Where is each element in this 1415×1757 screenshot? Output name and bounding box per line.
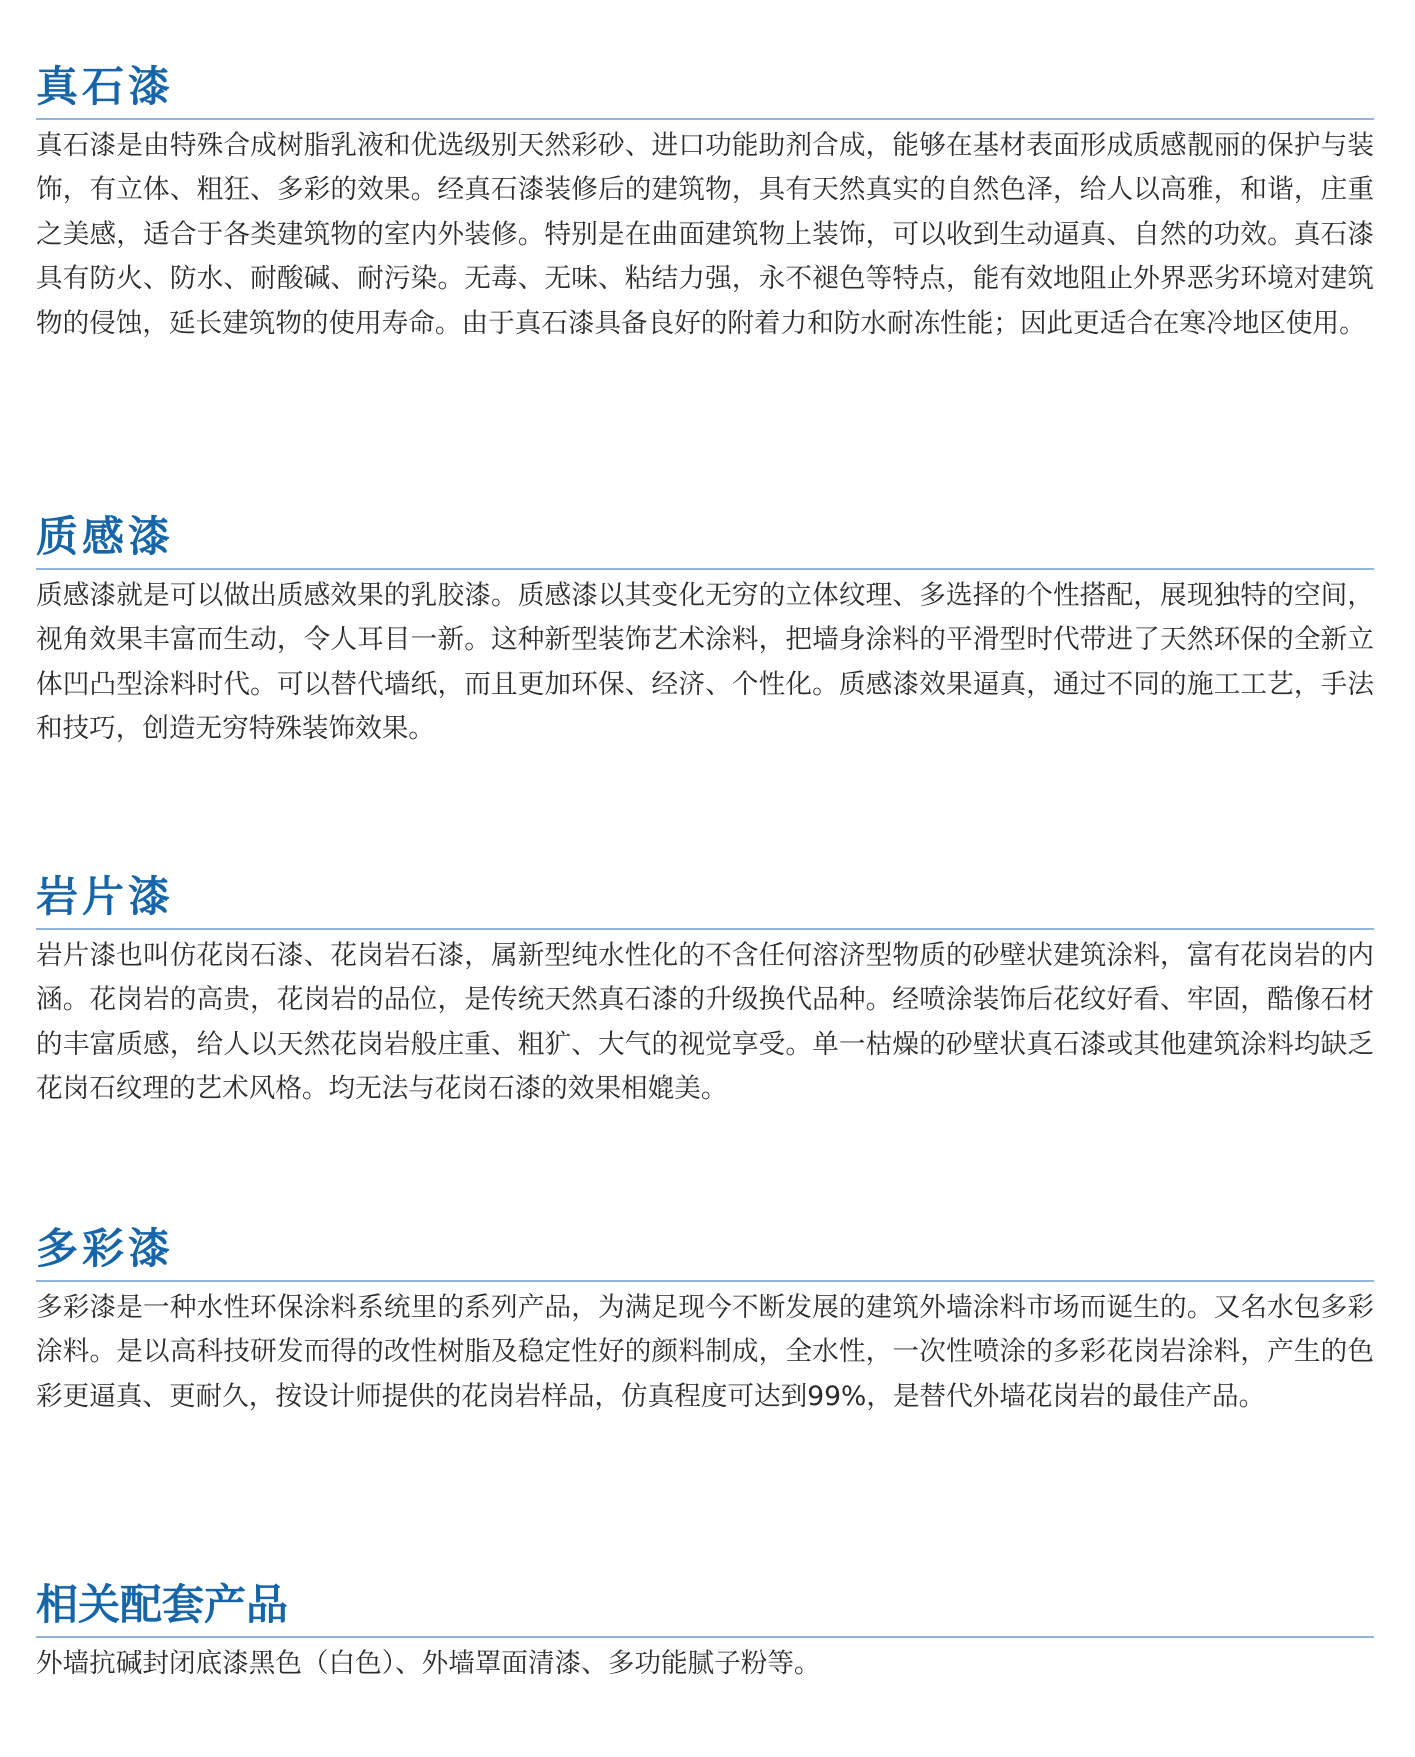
section-heading: 质感漆 [36,512,175,561]
section-heading: 真石漆 [36,62,175,111]
section-body: 质感漆就是可以做出质感效果的乳胶漆。质感漆以其变化无穷的立体纹理、多选择的个性搭配，展现独特的空间，视角效果丰富而生动，令人耳目一新。这种新型装饰艺术涂料，把墙身涂料的平滑型时代带进了天然环保的全新立体凹凸型涂料时代。可以替代墙纸，而且更加环保、经济、个性化。质感漆效果逼真，通过不同的施工工艺，手法和技巧，创造无穷特殊装饰效果。 [36,580,1374,745]
section-divider [36,568,1374,570]
section-related-products [36,1578,1374,1686]
section-real-stone-paint [36,60,1374,346]
section-divider [36,928,1374,930]
section-body: 岩片漆也叫仿花岗石漆、花岗岩石漆，属新型纯水性化的不含任何溶济型物质的砂壁状建筑涂料，富有花岗岩的内涵。花岗岩的高贵，花岗岩的品位，是传统天然真石漆的升级换代品种。经喷涂装饰后花纹好看、牢固，酷像石材的丰富质感，给人以天然花岗岩般庄重、粗犷、大气的视觉享受。单一枯燥的砂壁状真石漆或其他建筑涂料均缺乏花岗石纹理的艺术风格。均无法与花岗石漆的效果相媲美。 [36,940,1374,1105]
section-divider [36,118,1374,120]
section-heading: 岩片漆 [36,872,175,921]
section-body: 真石漆是由特殊合成树脂乳液和优选级别天然彩砂、进口功能助剂合成，能够在基材表面形成质感靓丽的保护与装饰，有立体、粗狂、多彩的效果。经真石漆装修后的建筑物，具有天然真实的自然色泽，给人以高雅，和谐，庄重之美感，适合于各类建筑物的室内外装修。特别是在曲面建筑物上装饰，可以收到生动逼真、自然的功效。真石漆具有防火、防水、耐酸碱、耐污染。无毒、无味、粘结力强，永不褪色等特点，能有效地阻止外界恶劣环境对建筑物的侵蚀，延长建筑物的使用寿命。由于真石漆具备良好的附着力和防水耐冻性能；因此更适合在寒冷地区使用。 [36,130,1374,339]
section-body: 多彩漆是一种水性环保涂料系统里的系列产品，为满足现今不断发展的建筑外墙涂料市场而诞生的。又名水包多彩涂料。是以高科技研发而得的改性树脂及稳定性好的颜料制成，全水性，一次性喷涂的多彩花岗岩涂料，产生的色彩更逼真、更耐久，按设计师提供的花岗岩样品，仿真程度可达到99%，是替代外墙花岗岩的最佳产品。 [36,1292,1374,1412]
section-divider [36,1280,1374,1282]
section-multicolor-paint [36,1222,1374,1419]
section-divider [36,1636,1374,1638]
section-body: 外墙抗碱封闭底漆黑色（白色）、外墙罩面清漆、多功能腻子粉等。 [36,1648,821,1679]
section-rock-flake-paint [36,870,1374,1112]
section-heading: 多彩漆 [36,1224,175,1273]
section-texture-paint [36,510,1374,752]
section-heading: 相关配套产品 [36,1580,289,1629]
